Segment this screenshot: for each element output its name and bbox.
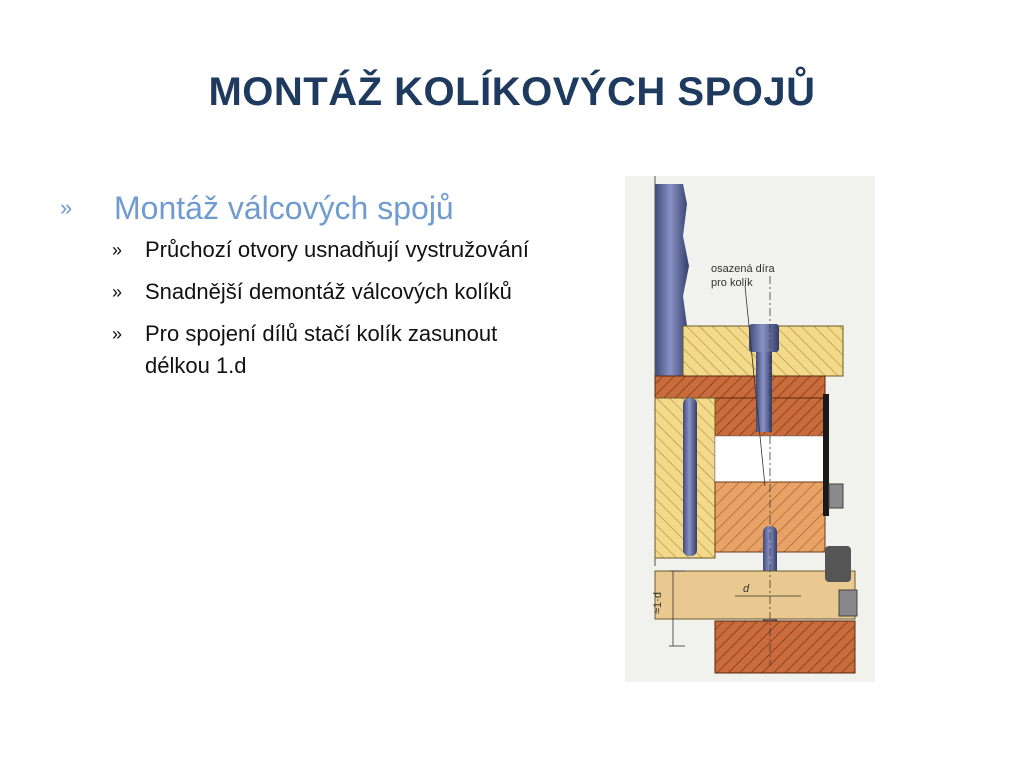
d-label: d: [743, 583, 750, 595]
bullet-list: [60, 188, 580, 392]
sub-bullet-marker: »: [112, 240, 123, 260]
right-bar: [823, 394, 829, 516]
figure-label-line2: pro kolík: [711, 277, 753, 289]
sub-bullet-text: Pro spojení dílů stačí kolík zasunout délkou 1.d: [145, 321, 498, 378]
sub-bullet-text: Průchozí otvory usnadňují vystružování: [145, 237, 529, 262]
pin-assembly-drawing: [625, 176, 875, 682]
left-pin: [683, 398, 697, 556]
sub-bullet-marker: »: [112, 324, 123, 344]
sub-bullet-marker: »: [112, 282, 123, 302]
bullet-marker: »: [60, 195, 73, 220]
bullet-main-text: Montáž válcových spojů: [114, 190, 454, 226]
sub-bullet-text: Snadnější demontáž válcových kolíků: [145, 279, 512, 304]
bullet-main: [60, 188, 580, 228]
right-clip: [829, 484, 843, 508]
sub-bullet-2: [60, 276, 545, 308]
base-plate: [655, 571, 855, 619]
sub-bullet-1: [60, 234, 545, 266]
sub-bullet-3: [60, 318, 545, 382]
slide-title: MONTÁŽ KOLÍKOVÝCH SPOJŮ: [208, 70, 816, 114]
figure-label-line1: osazená díra: [711, 263, 775, 275]
top-plate: [655, 376, 825, 398]
dimension-label: ≈1·d: [652, 592, 664, 614]
base-block: [715, 621, 855, 673]
sub-bullet-list: [60, 234, 580, 382]
